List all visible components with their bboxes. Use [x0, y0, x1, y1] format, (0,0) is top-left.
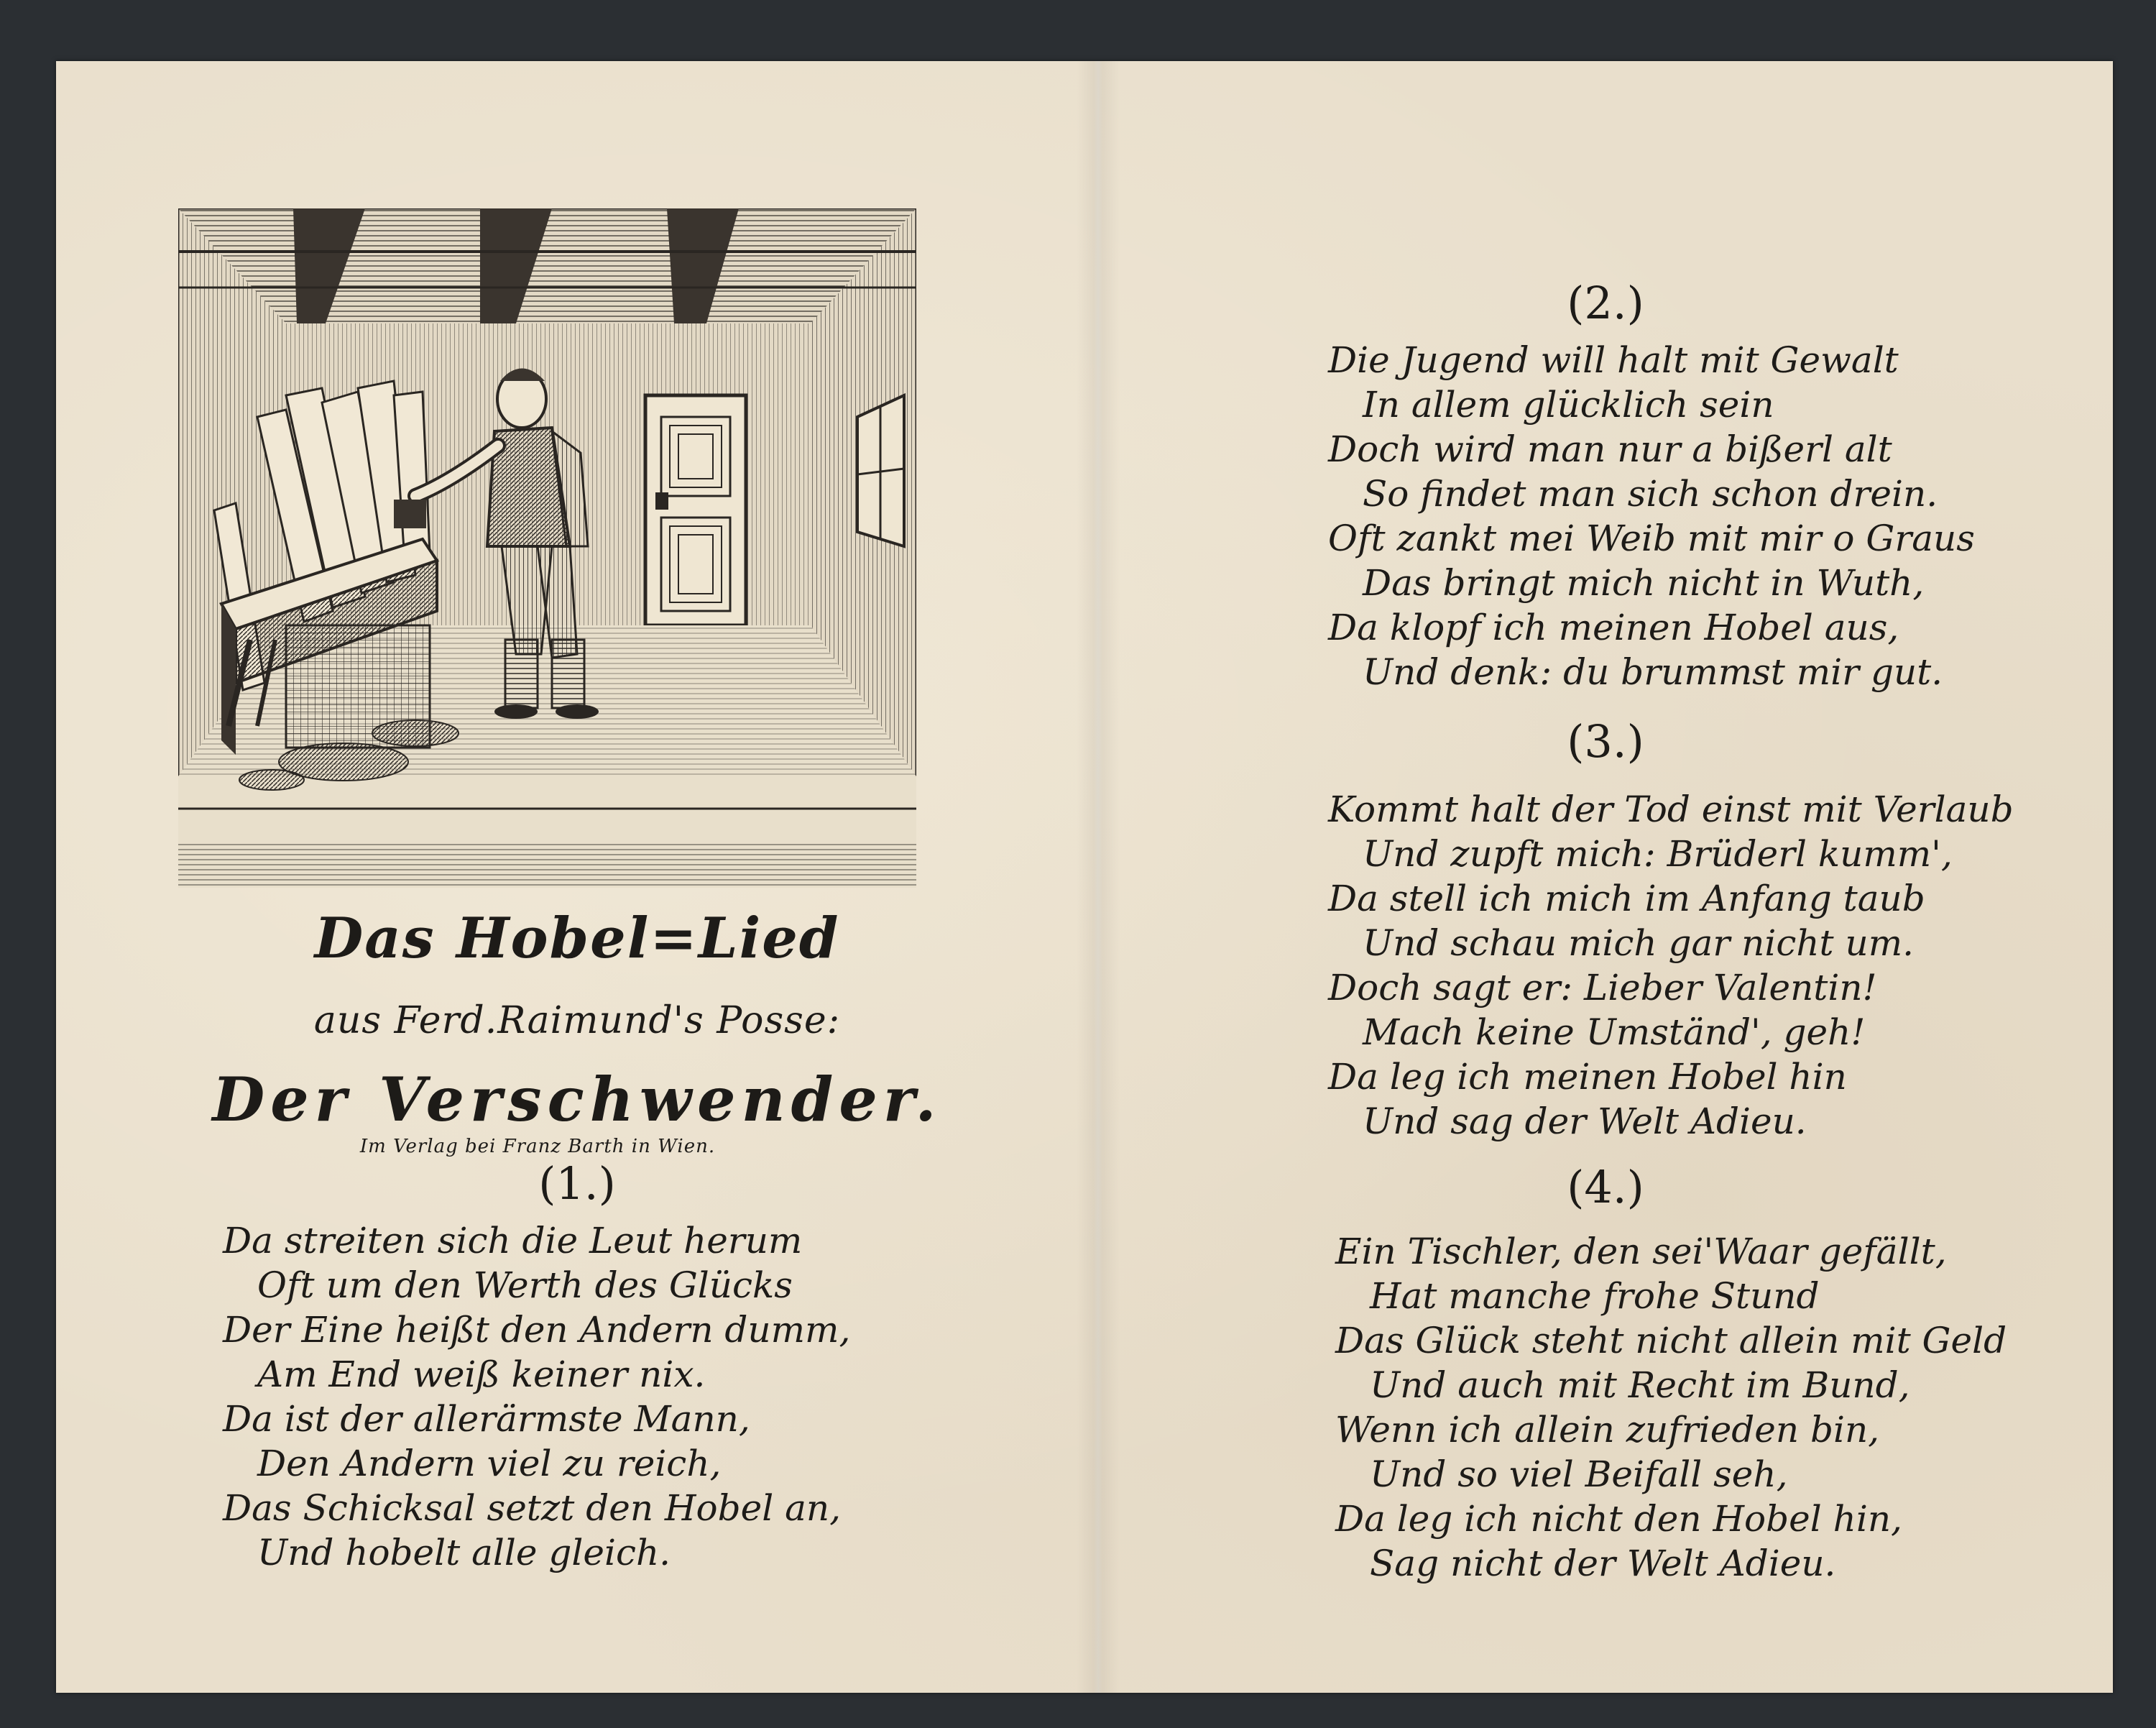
- verse-line: Und sag der Welt Adieu.: [1363, 1100, 1807, 1142]
- verse-line: Da stell ich mich im Anfang taub: [1328, 878, 1925, 919]
- verse-line: Oft um den Werth des Glücks: [257, 1264, 793, 1306]
- broadside-sheet: [56, 61, 2113, 1693]
- verse-line: Und schau mich gar nicht um.: [1363, 922, 1915, 964]
- verse-line: Die Jugend will halt mit Gewalt: [1328, 339, 1899, 381]
- verse-line: Kommt halt der Tod einst mit Verlaub: [1328, 789, 2014, 830]
- stanza-3: [1328, 787, 2014, 1144]
- subtitle: aus Ferd.Raimund's Posse:: [313, 999, 841, 1042]
- verse-line: Am End weiß keiner nix.: [257, 1354, 706, 1395]
- right-page: [1098, 61, 2113, 1693]
- left-page: [56, 61, 1098, 1693]
- verse-line: Da leg ich meinen Hobel hin: [1328, 1056, 1847, 1098]
- verse-line: Da klopf ich meinen Hobel aus,: [1328, 607, 1899, 648]
- verse-line: Das Schicksal setzt den Hobel an,: [223, 1487, 842, 1529]
- verse-line: In allem glücklich sein: [1363, 384, 1774, 426]
- verse-line: Wenn ich allein zufrieden bin,: [1335, 1409, 1880, 1451]
- verse-line: Doch sagt er: Lieber Valentin!: [1328, 967, 1877, 1008]
- woodcut-illustration: [178, 208, 916, 888]
- play-title: Der Verschwender.: [212, 1064, 942, 1135]
- verse-line: Sag nicht der Welt Adieu.: [1370, 1543, 1836, 1584]
- stanza-4: [1335, 1229, 2007, 1586]
- verse-line: Ein Tischler, den sei'Waar gefällt,: [1335, 1231, 1947, 1272]
- verse-line: Da leg ich nicht den Hobel hin,: [1335, 1498, 1902, 1540]
- verse-line: Und zupft mich: Brüderl kumm',: [1363, 833, 1953, 875]
- verse-line: Oft zankt mei Weib mit mir o Graus: [1328, 518, 1975, 559]
- verse-line: So findet man sich schon drein.: [1363, 473, 1938, 515]
- verse-line: Da ist der allerärmste Mann,: [223, 1398, 750, 1440]
- verse-line: Und hobelt alle gleich.: [257, 1532, 671, 1573]
- song-title: Das Hobel=Lied: [314, 906, 840, 971]
- verse-line: Das bringt mich nicht in Wuth,: [1363, 562, 1925, 604]
- verse-line: Hat manche frohe Stund: [1370, 1275, 1820, 1317]
- stanza-1: [223, 1218, 850, 1575]
- stanza-number: (3.): [1567, 715, 1644, 768]
- stanza-2: [1328, 338, 1975, 694]
- verse-line: Da streiten sich die Leut herum: [223, 1220, 803, 1261]
- publisher-imprint: Im Verlag bei Franz Barth in Wien.: [359, 1136, 716, 1157]
- verse-line: Den Andern viel zu reich,: [257, 1443, 722, 1484]
- stanza-number: (2.): [1567, 277, 1644, 329]
- verse-line: Der Eine heißt den Andern dumm,: [223, 1309, 851, 1351]
- verse-line: Mach keine Umständ', geh!: [1363, 1011, 1866, 1053]
- verse-line: Und so viel Beifall seh,: [1370, 1453, 1788, 1495]
- verse-line: Und auch mit Recht im Bund,: [1370, 1364, 1910, 1406]
- verse-line: Das Glück steht nicht allein mit Geld: [1335, 1320, 2007, 1361]
- stanza-number: (1.): [538, 1157, 616, 1210]
- verse-line: Doch wird man nur a bißerl alt: [1328, 428, 1892, 470]
- verse-line: Und denk: du brummst mir gut.: [1363, 651, 1943, 693]
- stanza-number: (4.): [1567, 1161, 1644, 1213]
